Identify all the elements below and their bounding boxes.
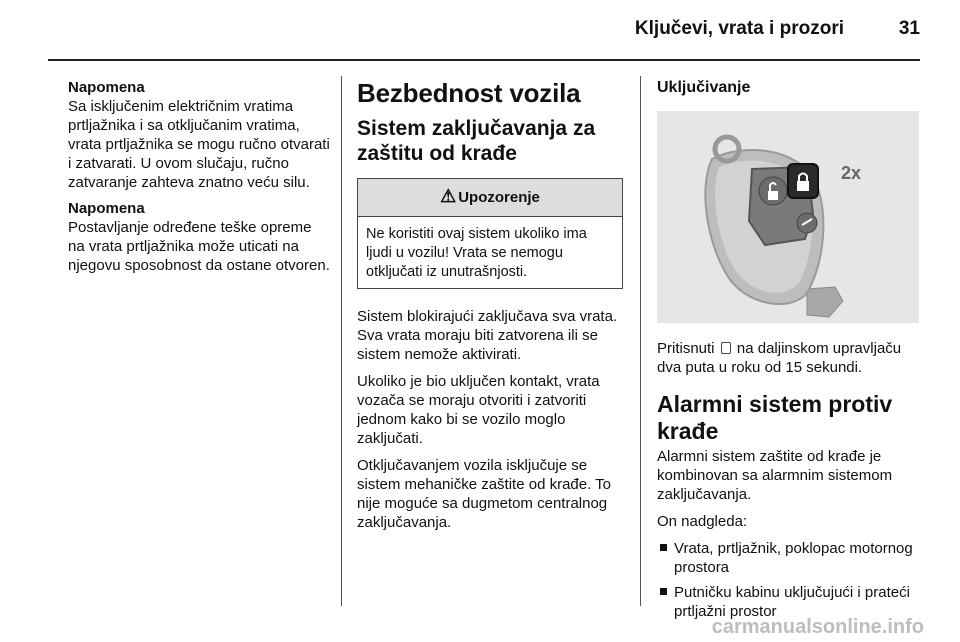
warning-title: Upozorenje xyxy=(458,189,540,206)
bullet-icon xyxy=(660,544,667,551)
header-rule xyxy=(48,59,920,61)
press-text-before: Pritisnuti xyxy=(657,340,715,357)
note-title: Napomena xyxy=(68,79,145,96)
page-number: 31 xyxy=(898,18,920,39)
alarm-title: Alarmni sistem protiv krađe xyxy=(657,391,893,444)
header-title: Ključevi, vrata i prozori xyxy=(634,18,844,39)
watermark: carmanualsonline.info xyxy=(711,616,924,638)
warning-icon: ⚠ xyxy=(440,186,457,206)
key-fob-figure xyxy=(657,111,919,323)
note xyxy=(68,78,330,192)
warning-box xyxy=(357,178,623,289)
list-item-text: Putničku kabinu uključujući i prateći prtljažni prostor xyxy=(674,584,910,620)
bullet-icon xyxy=(660,588,667,595)
column-divider xyxy=(640,76,641,606)
paragraph: Sistem blokirajući zaključava sva vrata. Sva vrata moraju biti zatvorena ili se sistem nemože aktivirati. xyxy=(357,308,618,363)
bullet-list xyxy=(657,539,923,621)
column-1 xyxy=(68,78,330,282)
column-3 xyxy=(657,78,923,627)
section-title: Bezbednost vozila xyxy=(357,78,581,108)
monitor-label: On nadgleda: xyxy=(657,513,748,530)
press-text-after: na daljinskom upravljaču dva puta u roku od 15 sekundi. xyxy=(657,340,902,376)
paragraph: Alarmni sistem zaštite od krađe je kombinovan sa alarmnim sistemom zaključavanja. xyxy=(657,448,893,503)
warning-text: Ne koristiti ovaj sistem ukoliko ima ljudi u vozilu! Vrata se nemogu otključati iz unutrašnjosti. xyxy=(366,226,587,280)
note xyxy=(68,199,330,275)
key-fob-icon xyxy=(657,111,919,323)
lock-icon xyxy=(721,342,731,354)
subsection-title: Sistem zaključavanja za zaštitu od krađe xyxy=(357,117,596,165)
column-2 xyxy=(357,78,623,540)
column-divider xyxy=(341,76,342,606)
paragraph xyxy=(657,339,923,377)
note-text: Sa isključenim električnim vratima prtljažnika i sa otključanim vratima, vrata prtljažnika se mogu ručno otvarati i zatvarati. U ovom slučaju, ručno zatvaranje zahteva znatno veću silu. xyxy=(68,98,330,191)
paragraph: Otključavanjem vozila isključuje se sistem mehaničke zaštite od krađe. To nije moguće sa dugmetom centralnog zaključavanja. xyxy=(357,457,612,531)
press-count-label: 2x xyxy=(841,163,862,183)
note-text: Postavljanje određene teške opreme na vrata prtljažnika može uticati na njegovu sposobnost da ostane otvoren. xyxy=(68,219,330,274)
subheading: Uključivanje xyxy=(657,79,751,96)
paragraph: Ukoliko je bio uključen kontakt, vrata vozača se moraju otvoriti i zatvoriti jednom kako bi se vozilo moglo zaključati. xyxy=(357,373,600,447)
note-title: Napomena xyxy=(68,200,145,217)
list-item-text: Vrata, prtljažnik, poklopac motornog prostora xyxy=(674,540,913,576)
warning-header xyxy=(358,179,622,217)
list-item xyxy=(657,539,923,577)
